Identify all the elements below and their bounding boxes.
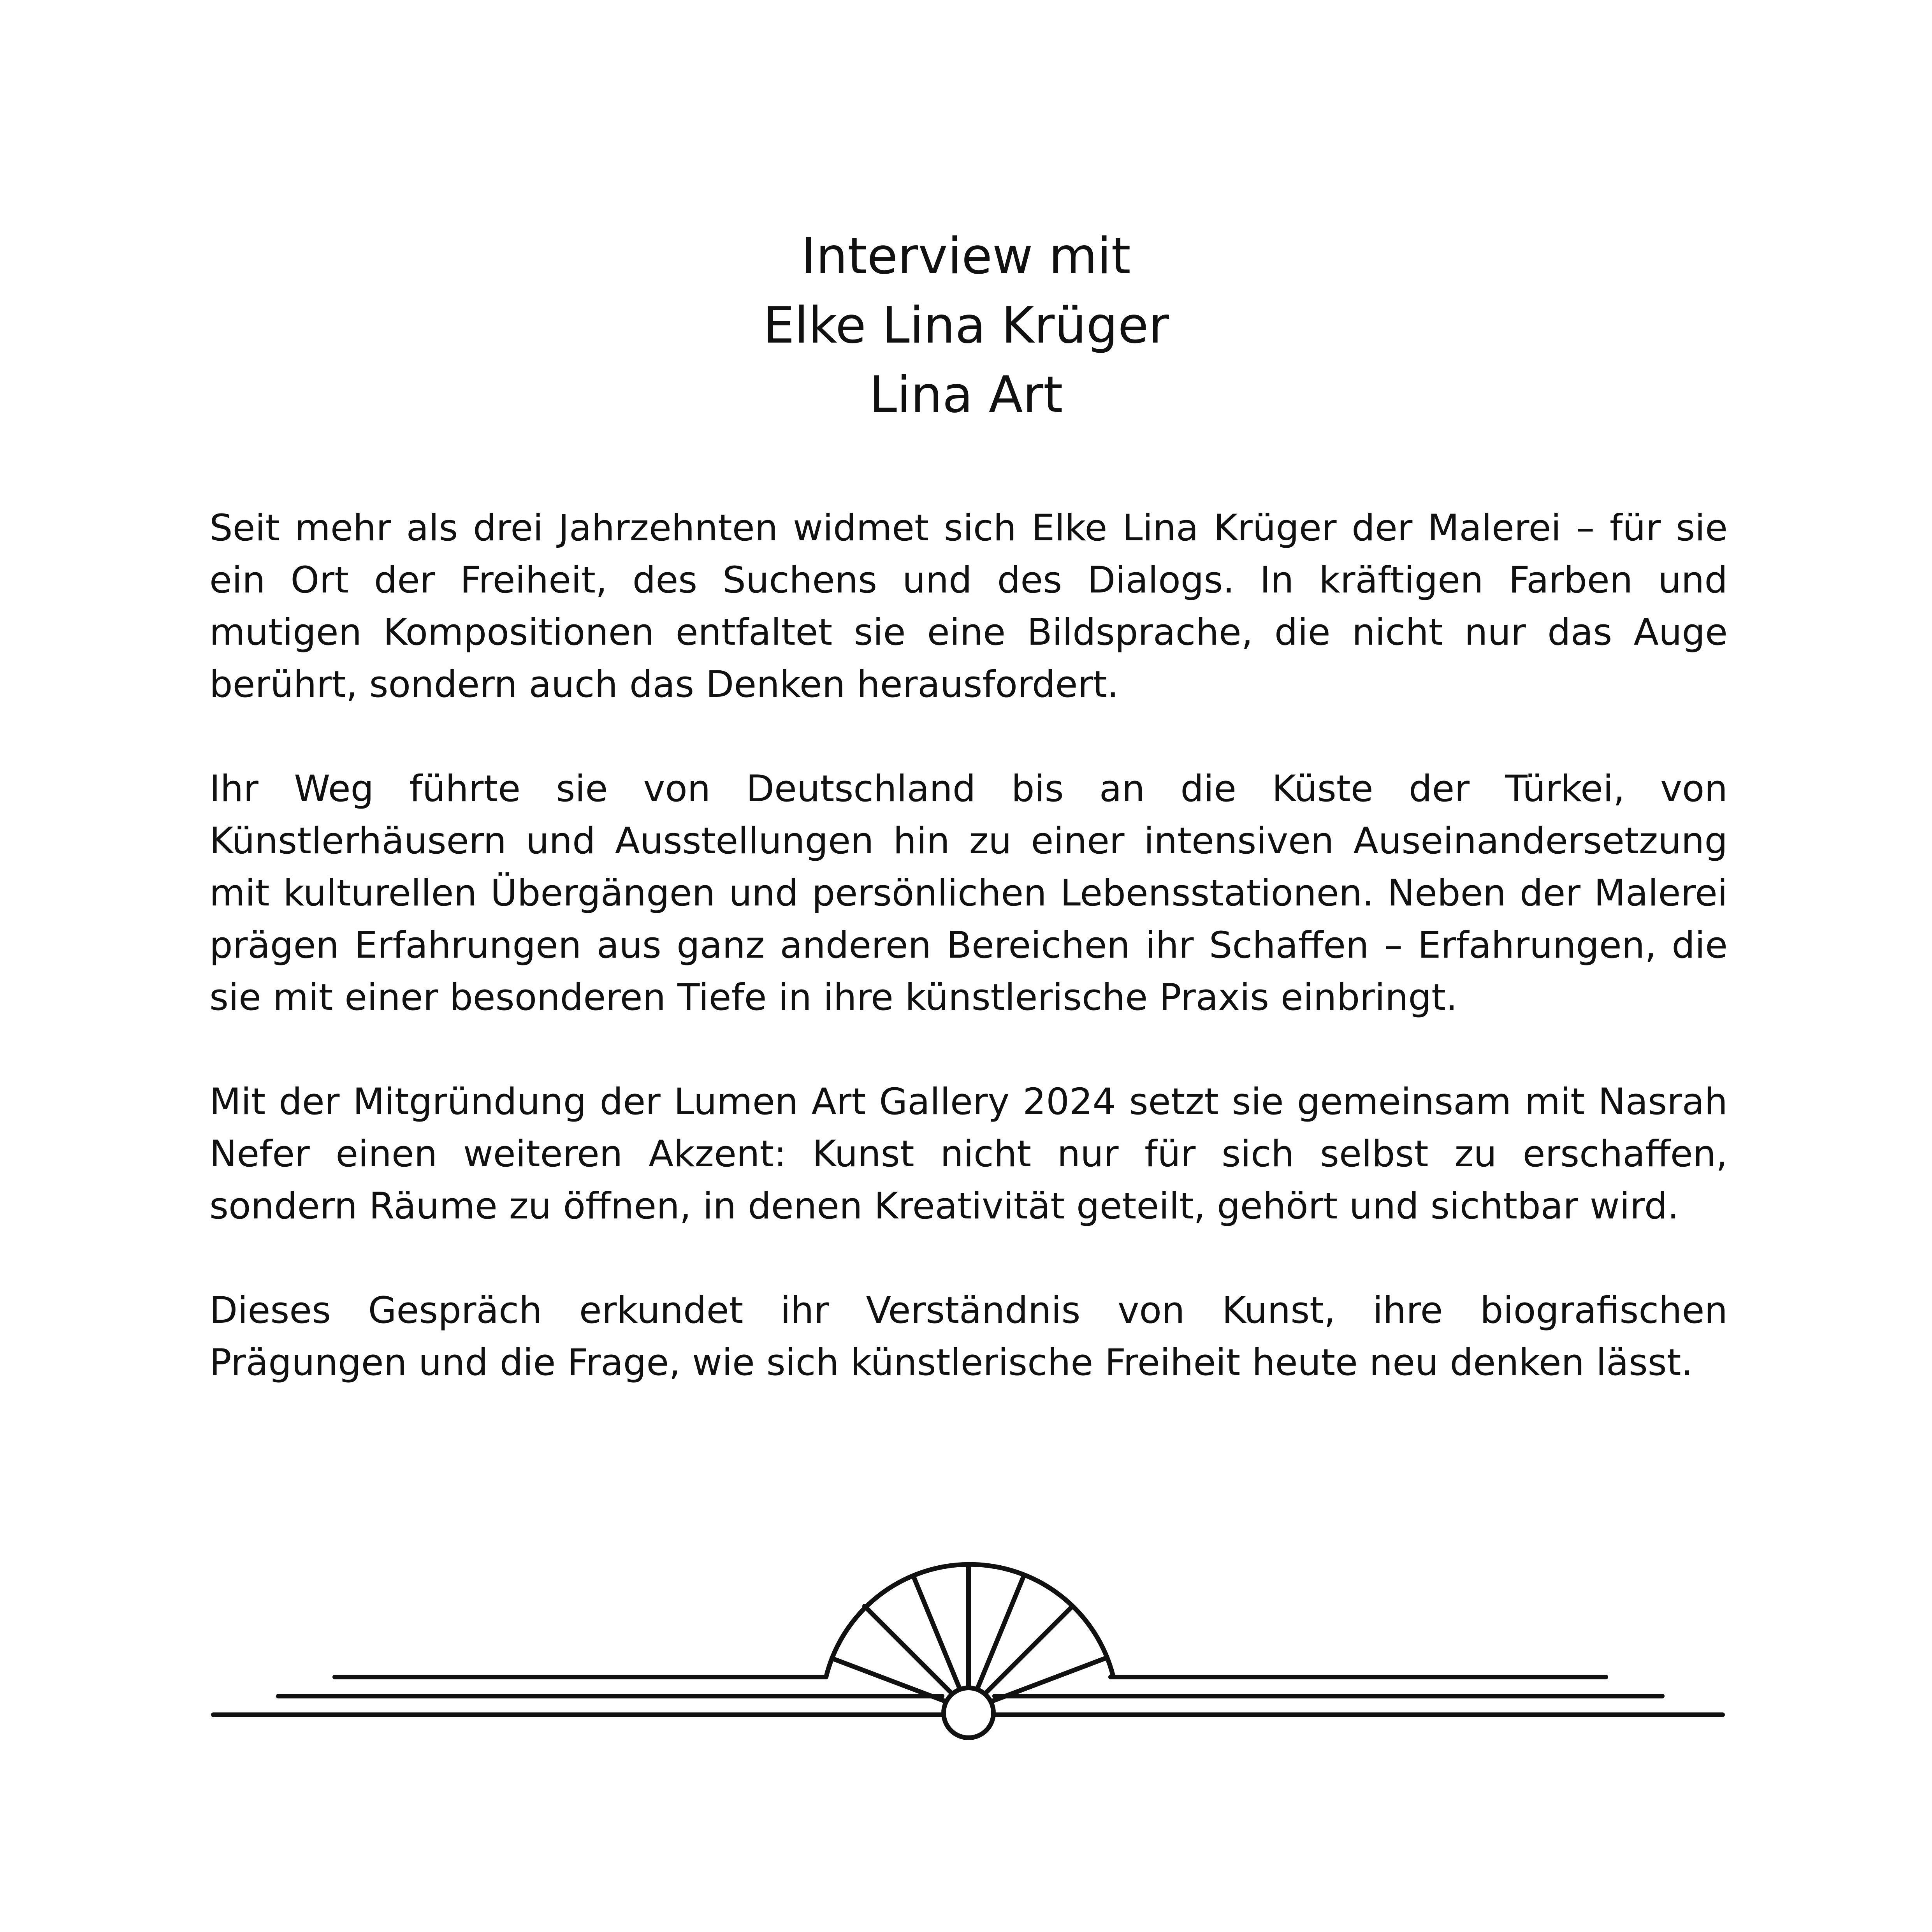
title-line-2: Elke Lina Krüger	[763, 297, 1169, 355]
ornament-hub-circle	[944, 1688, 993, 1738]
paragraph-4: Dieses Gespräch erkundet ihr Verständnis von Kunst, ihre biografischen Prägungen und die Frage, wie sich künstlerische Freiheit heute neu denken lässt.	[209, 1289, 1728, 1384]
intro-text	[209, 502, 1728, 1441]
paragraph-1: Seit mehr als drei Jahrzehnten widmet sich Elke Lina Krüger der Malerei – für sie ein Ort der Freiheit, des Suchens und des Dialogs. In kräftigen Farben und mutigen Kompositionen entfaltet sie eine Bildsprache, die nicht nur das Auge berührt, sondern auch das Denken herausfordert.	[209, 507, 1728, 706]
interview-title	[0, 222, 1932, 430]
title-line-3: Lina Art	[869, 366, 1063, 424]
paragraph-3: Mit der Mitgründung der Lumen Art Gallery 2024 setzt sie gemeinsam mit Nasrah Nefer einen weiteren Akzent: Kunst nicht nur für sich selbst zu erschaffen, sondern Räume zu öffnen, in denen Kreativität geteilt, gehört und sichtbar wird.	[209, 1081, 1728, 1227]
title-line-1: Interview mit	[801, 227, 1131, 285]
sunrise-fan-ornament-icon	[0, 1542, 1932, 1744]
paragraph-2: Ihr Weg führte sie von Deutschland bis an die Küste der Türkei, von Künstlerhäusern und Ausstellungen hin zu einer intensiven Auseinandersetzung mit kulturellen Übergängen und persönlichen Lebensstationen. Neben der Malerei prägen Erfahrungen aus ganz anderen Bereichen ihr Schaffen – Erfahrungen, die sie mit einer besonderen Tiefe in ihre künstlerische Praxis einbringt.	[209, 768, 1728, 1019]
